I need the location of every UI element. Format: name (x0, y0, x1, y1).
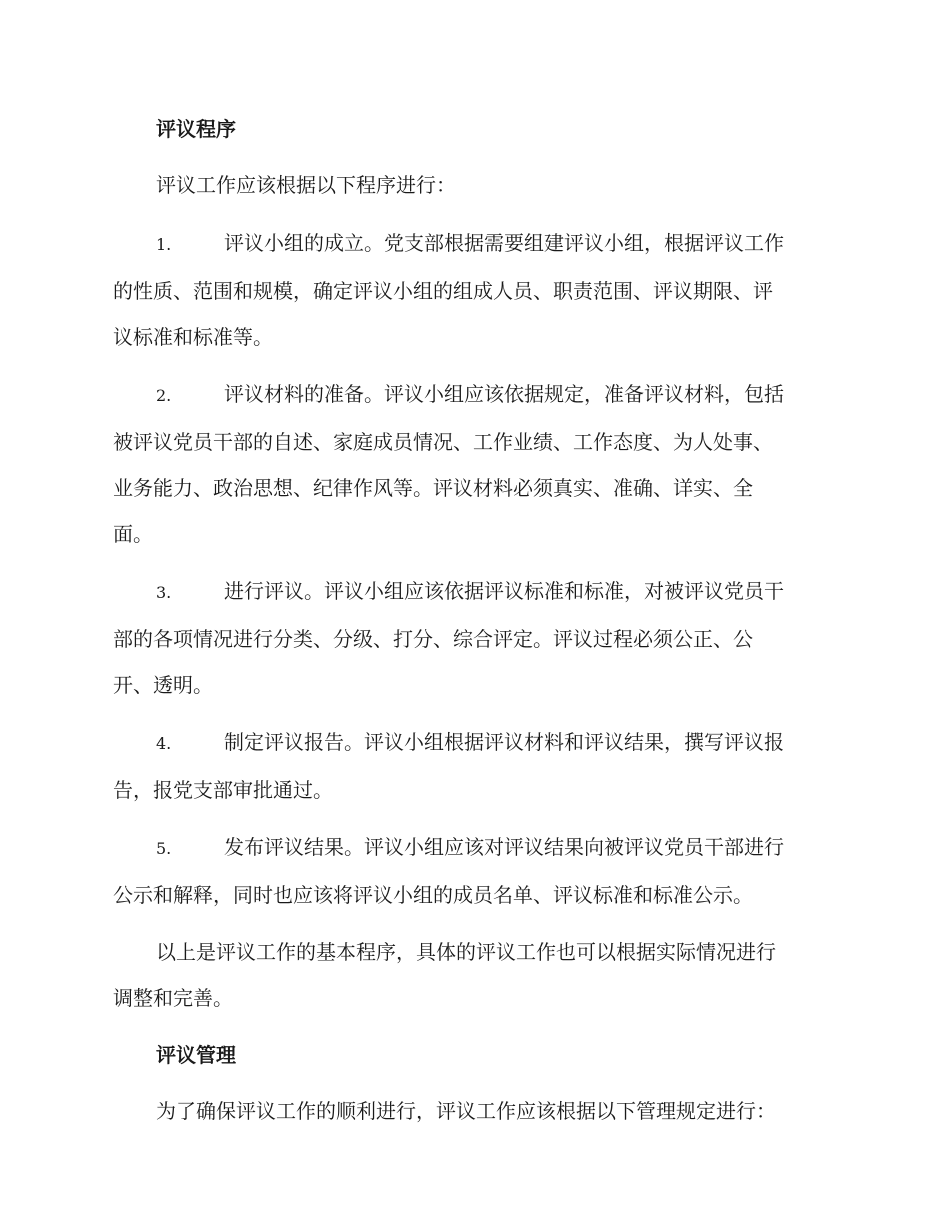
list-item-text: 评议小组的成立。党支部根据需要组建评议小组，根据评议工作 (224, 231, 784, 255)
list-item-text: 面。 (113, 522, 153, 546)
list-item-text: 公示和解释，同时也应该将评议小组的成员名单、评议标准和标准公示。 (113, 883, 753, 907)
list-item-text: 告，报党支部审批通过。 (113, 778, 333, 802)
list-item (113, 824, 835, 918)
list-item-text: 业务能力、政治思想、纪律作风等。评议材料必须真实、准确、详实、全 (113, 476, 753, 500)
closing-paragraph (113, 929, 835, 1021)
list-item-text: 进行评议。评议小组应该依据评议标准和标准，对被评议党员干 (224, 579, 784, 603)
list-item-text: 制定评议报告。评议小组根据评议材料和评议结果，撰写评议报 (224, 730, 784, 754)
list-item-text: 议标准和标准等。 (113, 325, 273, 349)
section-heading-procedure: 评议程序 (156, 117, 236, 141)
list-item-text: 开、透明。 (113, 673, 213, 697)
list-item-number: 3. (156, 583, 172, 602)
closing-paragraph-line: 调整和完善。 (113, 986, 233, 1010)
list-item-text: 的性质、范围和规模，确定评议小组的组成人员、职责范围、评议期限、评 (113, 279, 773, 303)
list-item (113, 220, 835, 360)
closing-paragraph-line: 以上是评议工作的基本程序，具体的评议工作也可以根据实际情况进行 (156, 940, 776, 964)
list-item-number: 2. (156, 386, 172, 405)
section-intro-procedure: 评议工作应该根据以下程序进行： (156, 173, 456, 197)
list-item-text: 发布评议结果。评议小组应该对评议结果向被评议党员干部进行 (224, 835, 784, 859)
list-item-text: 部的各项情况进行分类、分级、打分、综合评定。评议过程必须公正、公 (113, 627, 753, 651)
list-item-number: 4. (156, 734, 172, 753)
section-intro-management: 为了确保评议工作的顺利进行，评议工作应该根据以下管理规定进行： (156, 1099, 776, 1123)
list-item (113, 719, 835, 813)
list-item (113, 568, 835, 708)
list-item (113, 371, 835, 557)
list-item-text: 评议材料的准备。评议小组应该依据规定，准备评议材料，包括 (224, 382, 784, 406)
list-item-number: 1. (156, 235, 172, 254)
list-item-text: 被评议党员干部的自述、家庭成员情况、工作业绩、工作态度、为人处事、 (113, 430, 773, 454)
list-item-number: 5. (156, 839, 172, 858)
document-body (113, 106, 835, 1146)
section-heading-management: 评议管理 (156, 1043, 236, 1067)
